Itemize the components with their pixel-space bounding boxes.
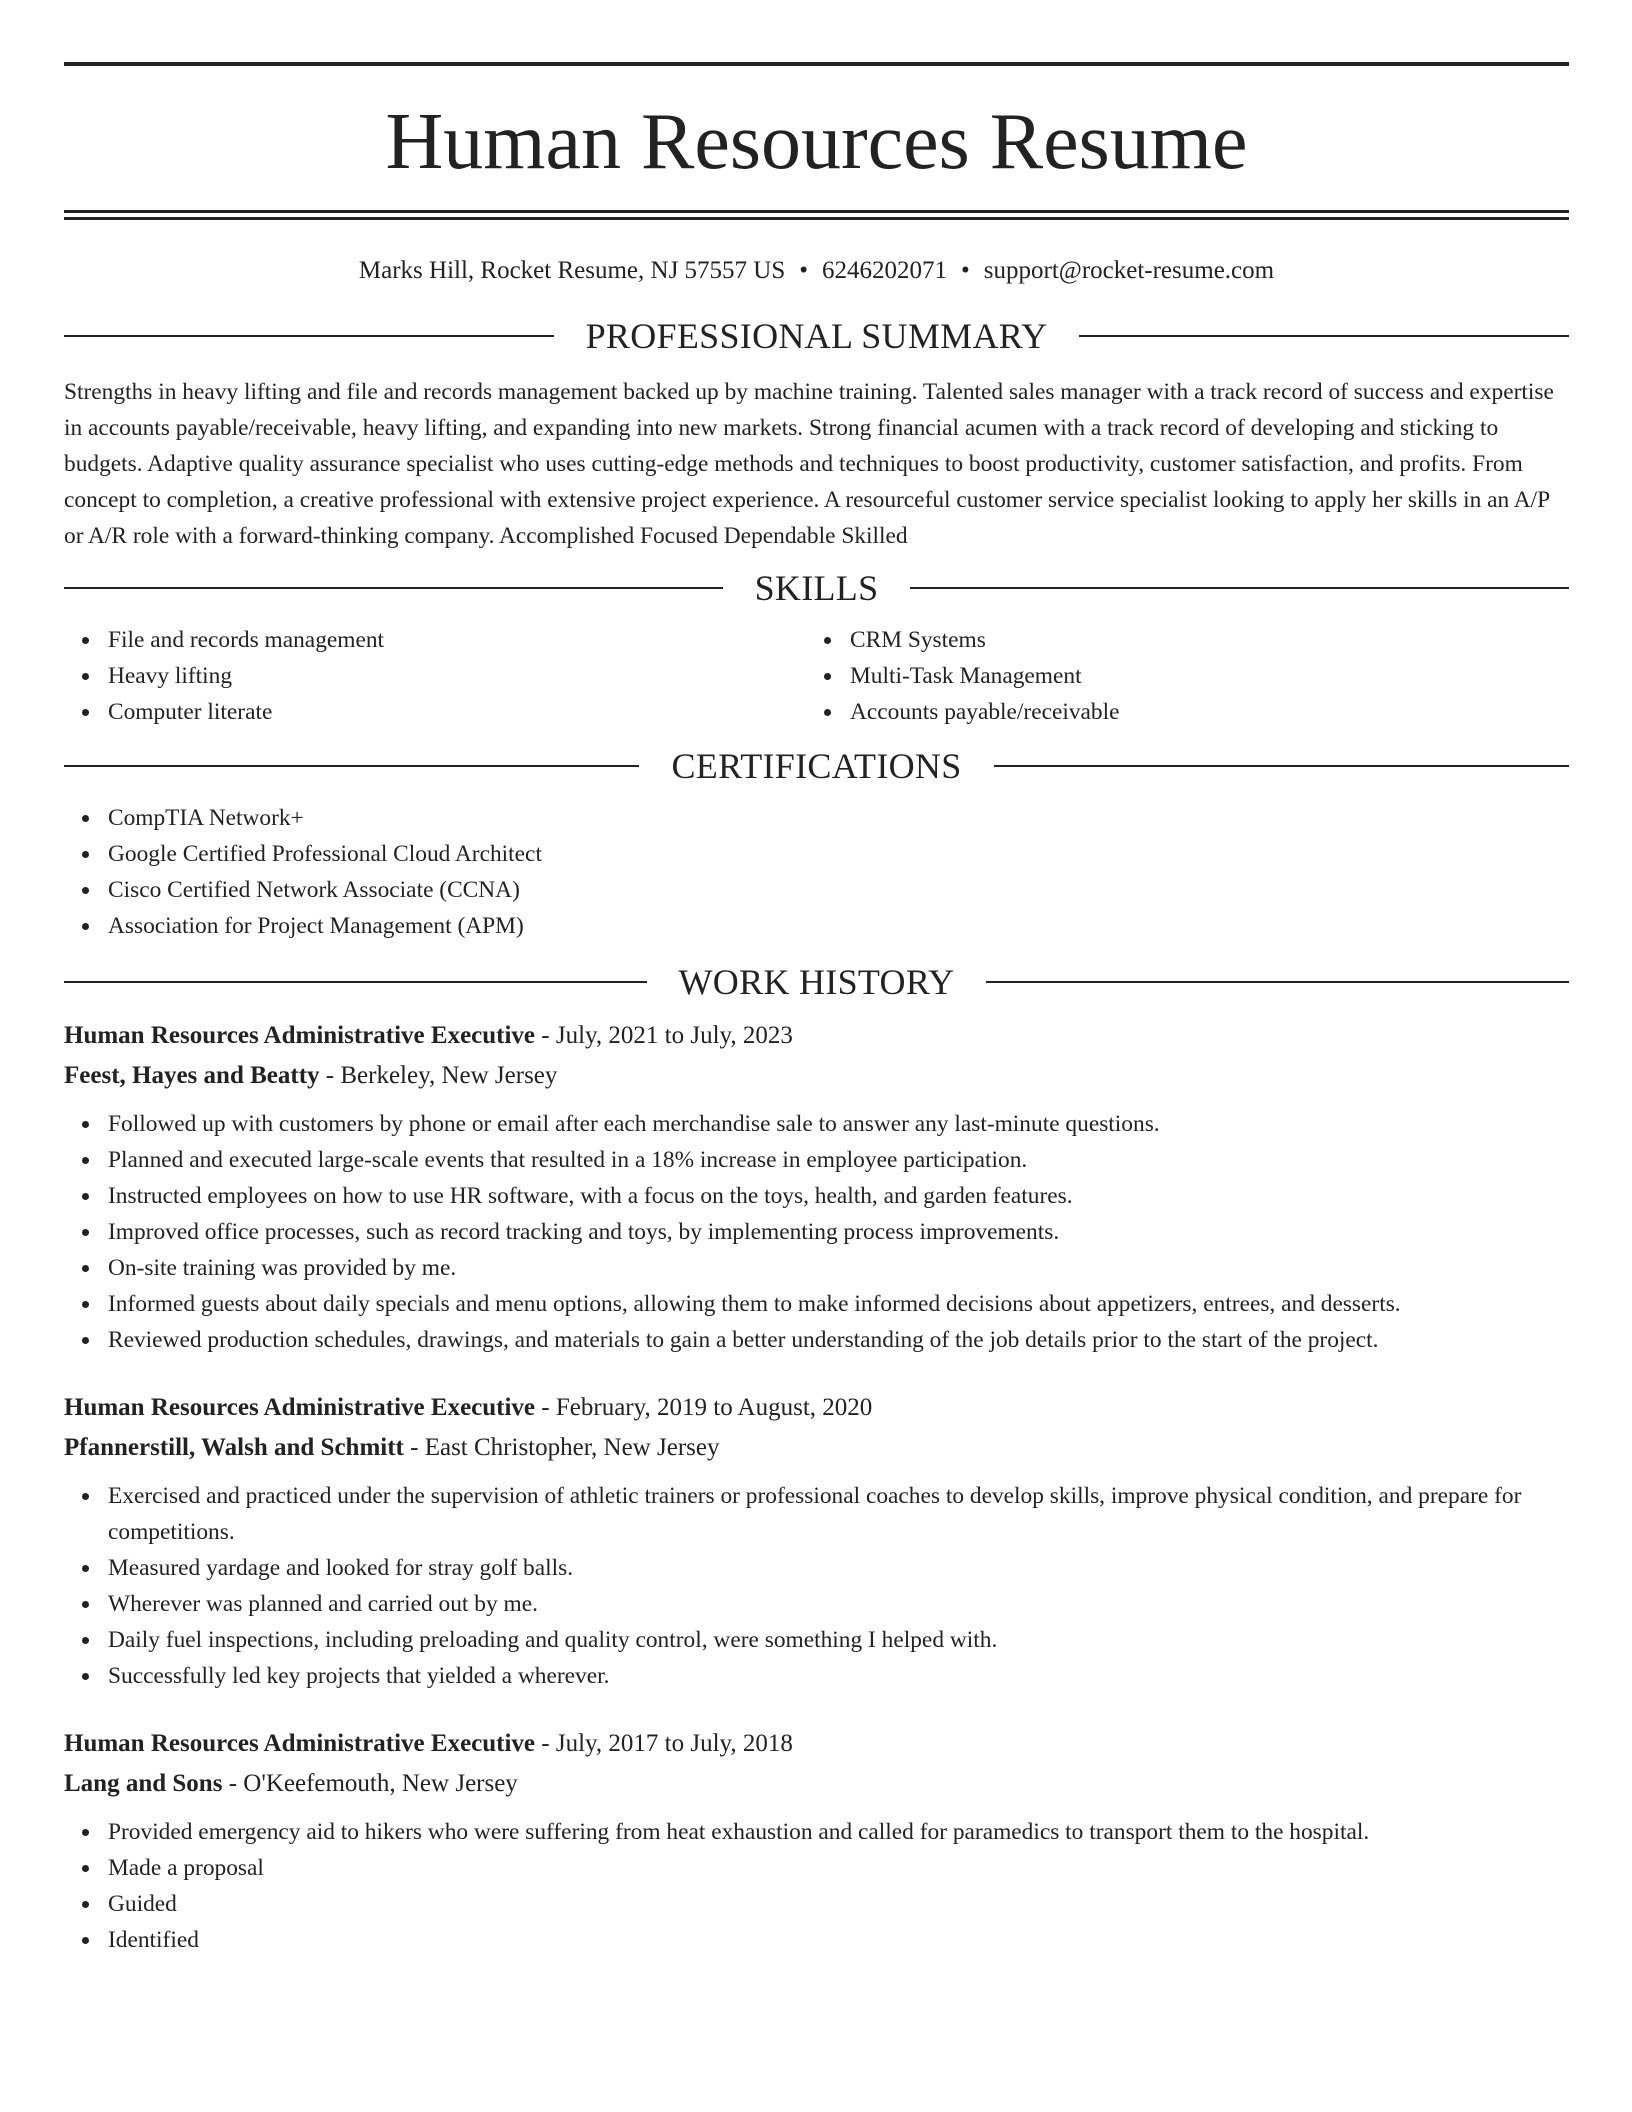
list-item: Provided emergency aid to hikers who were suffering from heat exhaustion and called for paramedics to transport them to the hospital.: [108, 1814, 1569, 1850]
list-item: Informed guests about daily specials and menu options, allowing them to make informed decisions about appetizers, entrees, and desserts.: [108, 1286, 1569, 1322]
section-title-work-history: WORK HISTORY: [678, 962, 955, 1002]
job-location: - O'Keefemouth, New Jersey: [222, 1770, 518, 1797]
list-item: On-site training was provided by me.: [108, 1250, 1569, 1286]
job-location: - Berkeley, New Jersey: [319, 1062, 558, 1089]
list-item: Guided: [108, 1886, 1569, 1922]
list-item: Wherever was planned and carried out by me.: [108, 1586, 1569, 1622]
list-item: Association for Project Management (APM): [108, 908, 1569, 944]
skills-list: [64, 622, 1569, 730]
section-header-work-history: [64, 962, 1569, 1002]
list-item: File and records management: [108, 622, 806, 658]
contact-separator: •: [799, 257, 809, 284]
list-item: Planned and executed large-scale events that resulted in a 18% increase in employee participation.: [108, 1142, 1569, 1178]
job-bullets: [64, 1478, 1569, 1694]
section-title-summary: PROFESSIONAL SUMMARY: [585, 316, 1048, 356]
job-company: Pfannerstill, Walsh and Schmitt: [64, 1434, 404, 1461]
contact-line: [64, 256, 1569, 286]
list-item: Google Certified Professional Cloud Architect: [108, 836, 1569, 872]
list-item: Daily fuel inspections, including preloading and quality control, were something I helped with.: [108, 1622, 1569, 1658]
job-dates: - July, 2021 to July, 2023: [535, 1022, 793, 1049]
section-title-skills: SKILLS: [754, 568, 879, 608]
contact-email: support@rocket-resume.com: [983, 257, 1275, 284]
job-company: Feest, Hayes and Beatty: [64, 1062, 320, 1089]
list-item: Followed up with customers by phone or email after each merchandise sale to answer any last-minute questions.: [108, 1106, 1569, 1142]
job-entry: [64, 1016, 1569, 1358]
contact-address: Marks Hill, Rocket Resume, NJ 57557 US: [358, 257, 786, 284]
summary-text: Strengths in heavy lifting and file and records management backed up by machine training. Talented sales manager with a track record of success and expertise in accounts payable/receivable, heavy lifting, and expanding into new markets. Strong financial acumen with a track record of developing and sticking to budgets. Adaptive quality assurance specialist who uses cutting-edge methods and techniques to boost productivity, customer satisfaction, and profits. From concept to completion, a creative professional with extensive project experience. A resourceful customer service specialist looking to apply her skills in an A/P or A/R role with a forward-thinking company. Accomplished Focused Dependable Skilled: [64, 379, 1554, 549]
list-item: Heavy lifting: [108, 658, 806, 694]
certifications-list: [64, 800, 1569, 944]
list-item: Improved office processes, such as record tracking and toys, by implementing process improvements.: [108, 1214, 1569, 1250]
job-entry: [64, 1388, 1569, 1694]
list-item: Multi-Task Management: [850, 658, 1120, 694]
top-rule: [64, 62, 1569, 66]
contact-separator: •: [961, 257, 970, 284]
job-bullets: [64, 1814, 1569, 1958]
job-bullets: [64, 1106, 1569, 1358]
list-item: Measured yardage and looked for stray golf balls.: [108, 1550, 1569, 1586]
job-title: Human Resources Administrative Executive: [64, 1730, 536, 1757]
title-double-rule: [64, 210, 1569, 220]
list-item: Accounts payable/receivable: [850, 694, 1120, 730]
list-item: Instructed employees on how to use HR software, with a focus on the toys, health, and garden features.: [108, 1178, 1569, 1214]
list-item: Identified: [108, 1922, 1569, 1958]
resume-title: Human Resources Resume: [385, 98, 1248, 186]
job-entry: [64, 1724, 1569, 1958]
job-company-line: [64, 1428, 1569, 1468]
list-item: CRM Systems: [850, 622, 1120, 658]
contact-phone: 6246202071: [822, 257, 948, 284]
skills-column-right: [806, 622, 1120, 730]
job-company-line: [64, 1764, 1569, 1804]
skills-column-left: [64, 622, 806, 730]
job-title-line: [64, 1388, 1569, 1428]
job-company-line: [64, 1056, 1569, 1096]
list-item: CompTIA Network+: [108, 800, 1569, 836]
list-item: Made a proposal: [108, 1850, 1569, 1886]
job-dates: - July, 2017 to July, 2018: [535, 1730, 793, 1757]
job-title: Human Resources Administrative Executive: [64, 1022, 536, 1049]
list-item: Cisco Certified Network Associate (CCNA): [108, 872, 1569, 908]
job-location: - East Christopher, New Jersey: [403, 1434, 720, 1461]
job-title-line: [64, 1016, 1569, 1056]
job-dates: - February, 2019 to August, 2020: [535, 1394, 873, 1421]
section-header-summary: [64, 316, 1569, 356]
list-item: Exercised and practiced under the supervision of athletic trainers or professional coaches to develop skills, improve physical condition, and prepare for competitions.: [108, 1478, 1569, 1550]
list-item: Successfully led key projects that yielded a wherever.: [108, 1658, 1569, 1694]
section-title-certifications: CERTIFICATIONS: [671, 746, 962, 786]
job-title: Human Resources Administrative Executive: [64, 1394, 536, 1421]
list-item: Computer literate: [108, 694, 806, 730]
section-header-skills: [64, 568, 1569, 608]
list-item: Reviewed production schedules, drawings, and materials to gain a better understanding of the job details prior to the start of the project.: [108, 1322, 1569, 1358]
section-header-certifications: [64, 746, 1569, 786]
resume-page: [64, 62, 1569, 1958]
job-title-line: [64, 1724, 1569, 1764]
job-company: Lang and Sons: [64, 1770, 223, 1797]
